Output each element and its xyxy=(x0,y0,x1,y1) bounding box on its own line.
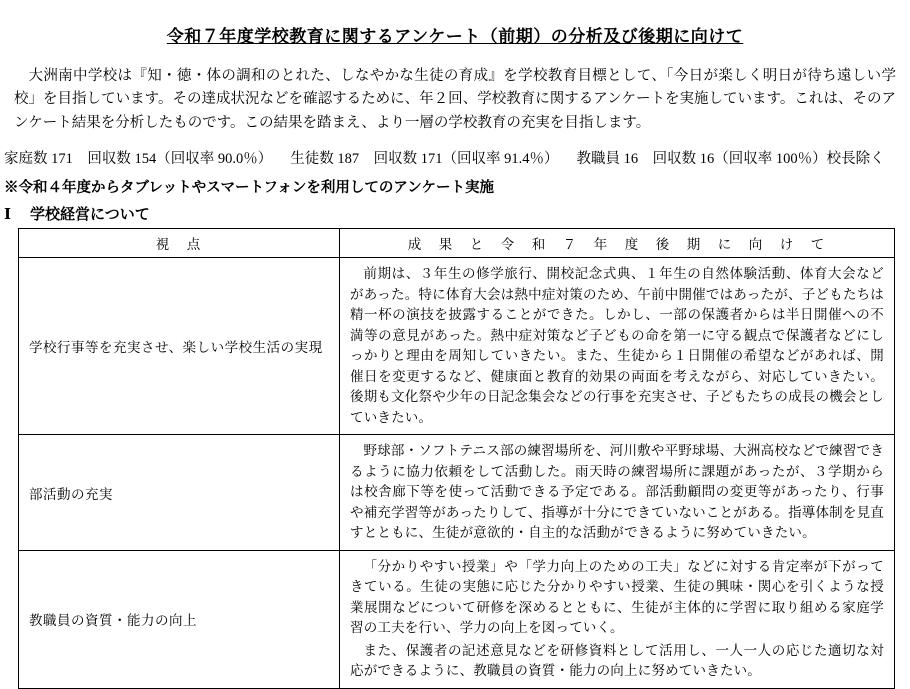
table-header-row xyxy=(19,229,895,258)
result-paragraph: 「分かりやすい授業」や「学力向上のための工夫」などに対する肯定率が下がってきている。生徒の実態に応じた分かりやすい授業、生徒の興味・関心を引くような授業展開などについて研修を深めるとともに、生徒が主体的に学習に取り組める家庭学習の工夫を行い、学力の向上を図っていく。 xyxy=(350,558,884,636)
column-header-viewpoint: 視 点 xyxy=(19,229,340,258)
row-viewpoint: 教職員の資質・能力の向上 xyxy=(19,550,340,688)
page-title: 令和７年度学校教育に関するアンケート（前期）の分析及び後期に向けて xyxy=(166,27,744,46)
result-paragraph: 野球部・ソフトテニス部の練習場所を、河川敷や平野球場、大洲高校などで練習できるように協力依頼をして活動した。雨天時の練習場所に課題があったが、３学期からは校舎廊下等を使って活動できる予定である。部活動顧問の変更等があったり、行事や補充学習等があったりして、指導が十分にできていないことがある。指導体制を見直すとともに、生徒が意欲的・自主的な活動ができるように努めていきたい。 xyxy=(350,443,884,541)
survey-note: ※令和４年度からタブレットやスマートフォンを利用してのアンケート実施 xyxy=(4,180,494,197)
result-paragraph: 前期は、３年生の修学旅行、開校記念式典、１年生の自然体験活動、体育大会などがあった。特に体育大会は熱中症対策のため、午前中開催ではあったが、子どもたちは精一杯の演技を披露することができた。しかし、一部の保護者からは半日開催への不満等の意見があった。熱中症対策など子どもの命を第一に守る観点で保護者などにしっかりと理由を周知していきたい。また、生徒から１日開催の希望などがあれば、開催日を変更するなど、健康面と教育的効果の両面を考えながら、対応していきたい。後期も文化祭や少年の日記念集会などの行事を充実させ、子どもたちの成長の機会としていきたい。 xyxy=(350,266,884,425)
row-viewpoint: 部活動の充実 xyxy=(19,435,340,551)
intro-text: 大洲南中学校は『知・徳・体の調和のとれた、しなやかな生徒の育成』を学校教育目標として、「今日が楽しく明日が待ち遠しい学校」を目指しています。その達成状況などを確認するために、年２回、学校教育に関するアンケートを実施しています。これは、そのアンケート結果を分析したものです。この結果を踏まえ、より一層の学校教育の充実を目指します。 xyxy=(14,68,896,131)
stat-staff: 教職員 16 回収数 16（回収率 100％）校長除く xyxy=(576,151,885,168)
document-page xyxy=(0,22,910,679)
response-stats xyxy=(4,149,910,171)
table-row xyxy=(19,550,895,688)
table-row xyxy=(19,258,895,435)
column-header-result: 成 果 と 令 和 ７ 年 度 後 期 に 向 け て xyxy=(340,229,895,258)
analysis-table xyxy=(18,228,895,689)
row-result xyxy=(340,258,895,435)
row-viewpoint: 学校行事等を充実させ、楽しい学校生活の実現 xyxy=(19,258,340,435)
section-heading xyxy=(4,203,910,224)
row-result xyxy=(340,550,895,688)
result-paragraph: また、保護者の記述意見などを研修資料として活用し、一人一人の応じた適切な対応ができるように、教職員の資質・能力の向上に努めていきたい。 xyxy=(350,642,884,679)
row-result xyxy=(340,435,895,551)
section-title: 学校経営について xyxy=(30,207,150,224)
stat-students: 生徒数 187 回収数 171（回収率 91.4％） xyxy=(290,151,559,168)
stat-households: 家庭数 171 回収数 154（回収率 90.0％） xyxy=(4,151,273,168)
table-row xyxy=(19,435,895,551)
intro-paragraph xyxy=(14,65,896,135)
section-number: Ⅰ xyxy=(4,207,12,224)
